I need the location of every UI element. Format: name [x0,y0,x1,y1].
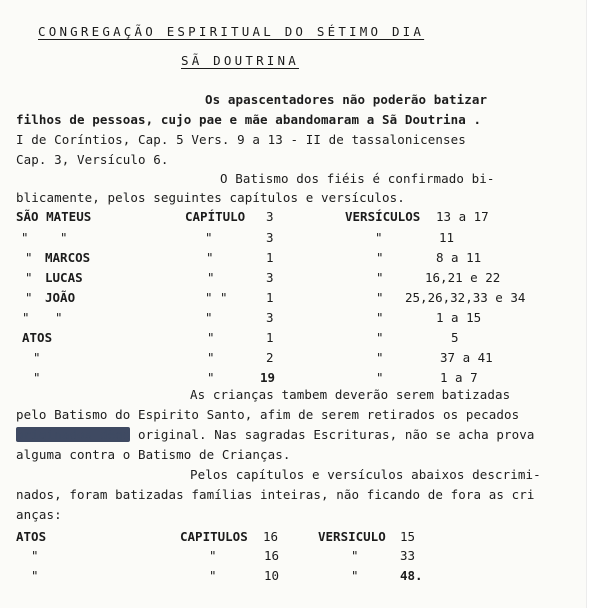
paragraph-4-line-3: anças: [16,507,62,522]
verse-range: 33 [400,548,416,563]
book-name: " [33,370,41,385]
ditto-mark: " [376,290,384,305]
chapter-number: 1 [266,290,274,305]
book-name: " [33,350,41,365]
ditto-mark: " [21,230,29,245]
table-1-header-chapter-value: 3 [266,209,274,224]
ditto-mark: " [209,548,217,563]
ditto-mark: " " [205,290,228,305]
ditto-mark: " [22,310,30,325]
paragraph-2-line-1: O Batismo dos fiéis é confirmado bi- [220,171,495,186]
chapter-number: 3 [266,270,274,285]
ditto-mark: " [376,350,384,365]
paragraph-1-line-3: I de Coríntios, Cap. 5 Vers. 9 a 13 - II de tassalonicenses [16,132,466,147]
table-2-header-chapter-value: 16 [263,529,279,544]
ditto-mark: " [376,270,384,285]
ditto-mark: " [25,270,33,285]
paragraph-3-line-4: alguma contra o Batismo de Crianças. [16,447,291,462]
book-name: JOÃO [45,290,76,305]
paragraph-1-line-4: Cap. 3, Versículo 6. [16,152,169,167]
verse-range: 25,26,32,33 e 34 [405,290,526,305]
chapter-number: 19 [260,370,276,385]
ditto-mark: " [205,230,213,245]
verse-range: 11 [439,230,455,245]
page-edge [586,0,600,608]
document-subtitle: SÃ DOUTRINA [181,53,299,68]
ditto-mark: " [351,548,359,563]
verse-range: 5 [451,330,459,345]
paragraph-3-line-3-rest: original. Nas sagradas Escrituras, não se acha prova [130,427,535,442]
table-2-header-chapters: CAPITULOS [180,529,248,544]
ditto-mark: " [206,250,214,265]
chapter-number: 1 [266,250,274,265]
ditto-mark: " [207,330,215,345]
paragraph-4-line-2: nados, foram batizadas famílias inteiras, não ficando de fora as cri [16,487,535,502]
paragraph-3-line-3 [16,427,535,442]
chapter-number: 10 [264,568,280,583]
book-name: LUCAS [45,270,83,285]
ditto-mark: " [207,270,215,285]
chapter-number: 16 [264,548,280,563]
paragraph-3-line-2: pelo Batismo do Espirito Santo, afim de serem retirados os pecados [16,407,520,422]
ditto-mark: " [376,310,384,325]
table-2-header-book: ATOS [16,529,47,544]
book-name: " [60,230,68,245]
ditto-mark: " [376,370,384,385]
ditto-mark: " [207,350,215,365]
ditto-mark: " [31,548,39,563]
paragraph-1-line-2: filhos de pessoas, cujo pae e mãe abandomaram a Sã Doutrina . [16,112,482,127]
ditto-mark: " [375,230,383,245]
ditto-mark: " [207,370,215,385]
ditto-mark: " [205,310,213,325]
ditto-mark: " [209,568,217,583]
book-name: " [55,310,63,325]
verse-range: 1 a 7 [440,370,478,385]
verse-range: 16,21 e 22 [425,270,501,285]
paragraph-2-line-2: blicamente, pelos seguintes capítulos e versículos. [16,190,405,205]
table-1-header-verses: VERSÍCULOS [345,209,421,224]
verse-range: 48. [400,568,423,583]
ditto-mark: " [25,290,33,305]
paragraph-3-line-1: As crianças tambem deverão serem batizadas [190,387,511,402]
chapter-number: 1 [266,330,274,345]
document-title: CONGREGAÇÃO ESPIRITUAL DO SÉTIMO DIA [38,24,425,39]
verse-range: 1 a 15 [436,310,482,325]
ditto-mark: " [376,250,384,265]
chapter-number: 3 [266,310,274,325]
ditto-mark: " [25,250,33,265]
paragraph-1-line-1: Os apascentadores não poderão batizar [205,92,488,107]
table-2-header-verse-value: 15 [400,529,416,544]
ditto-mark: " [31,568,39,583]
verse-range: 37 a 41 [440,350,493,365]
ditto-mark: " [351,568,359,583]
chapter-number: 3 [266,230,274,245]
table-1-header-verses-value: 13 a 17 [436,209,489,224]
chapter-number: 2 [266,350,274,365]
table-2-header-verse: VERSICULO [318,529,386,544]
verse-range: 8 a 11 [436,250,482,265]
paragraph-4-line-1: Pelos capítulos e versículos abaixos descrimi- [190,467,541,482]
table-1-header-chapter: CAPÍTULO [185,209,246,224]
struck-out-text: originados dêgo [16,427,131,442]
table-1-header-book: SÃO MATEUS [16,209,92,224]
ditto-mark: " [376,330,384,345]
book-name: MARCOS [45,250,91,265]
book-name: ATOS [22,330,53,345]
